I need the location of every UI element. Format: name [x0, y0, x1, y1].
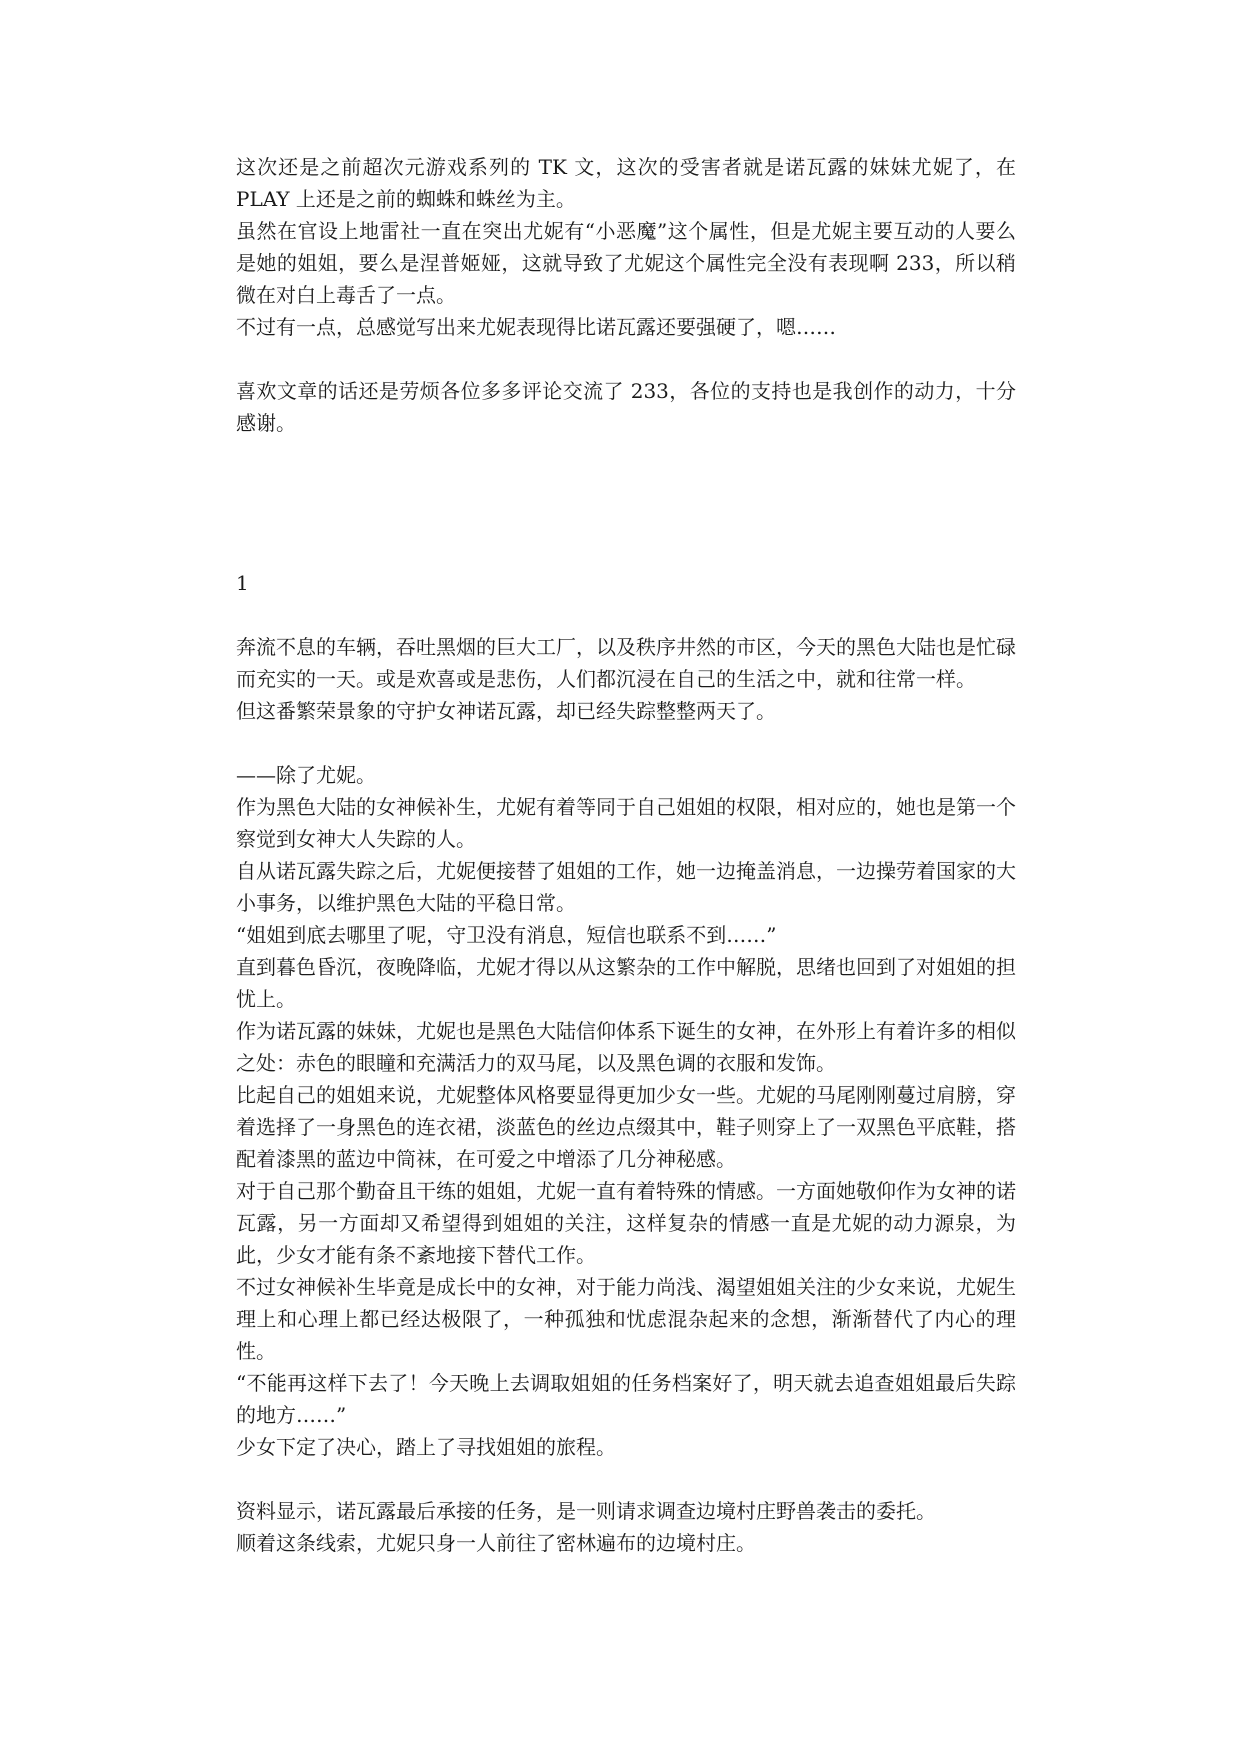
chapter-paragraph: “不能再这样下去了！今天晚上去调取姐姐的任务档案好了，明天就去追查姐姐最后失踪的地方……” [236, 1371, 1016, 1427]
chapter-paragraph: 比起自己的姐姐来说，尤妮整体风格要显得更加少女一些。尤妮的马尾刚刚蔓过肩膀，穿着选择了一身黑色的连衣裙，淡蓝色的丝边点缀其中，鞋子则穿上了一双黑色平底鞋，搭配着漆黑的蓝边中筒袜，在可爱之中增添了几分神秘感。 [236, 1083, 1016, 1171]
chapter-paragraph: “姐姐到底去哪里了呢，守卫没有消息，短信也联系不到……” [236, 923, 777, 947]
chapter-paragraph: 对于自己那个勤奋且干练的姐姐，尤妮一直有着特殊的情感。一方面她敬仰作为女神的诺瓦露，另一方面却又希望得到姐姐的关注，这样复杂的情感一直是尤妮的动力源泉，为此，少女才能有条不紊地接下替代工作。 [236, 1179, 1016, 1267]
blank-line [236, 1463, 1016, 1495]
chapter-paragraph: 但这番繁荣景象的守护女神诺瓦露，却已经失踪整整两天了。 [236, 699, 776, 723]
preface-paragraph: 喜欢文章的话还是劳烦各位多多评论交流了 233，各位的支持也是我创作的动力，十分感谢。 [236, 379, 1016, 435]
chapter-number: 1 [236, 571, 249, 595]
blank-line [236, 727, 1016, 759]
blank-line [236, 343, 1016, 375]
chapter-paragraph: 作为黑色大陆的女神候补生，尤妮有着等同于自己姐姐的权限，相对应的，她也是第一个察觉到女神大人失踪的人。 [236, 795, 1016, 851]
chapter-paragraph: ——除了尤妮。 [236, 763, 376, 787]
chapter-paragraph: 奔流不息的车辆，吞吐黑烟的巨大工厂，以及秩序井然的市区，今天的黑色大陆也是忙碌而充实的一天。或是欢喜或是悲伤，人们都沉浸在自己的生活之中，就和往常一样。 [236, 635, 1016, 691]
section-spacer [236, 439, 1016, 567]
blank-line [236, 599, 1016, 631]
chapter-paragraph: 作为诺瓦露的妹妹，尤妮也是黑色大陆信仰体系下诞生的女神，在外形上有着许多的相似之处：赤色的眼瞳和充满活力的双马尾，以及黑色调的衣服和发饰。 [236, 1019, 1016, 1075]
chapter-paragraph: 直到暮色昏沉，夜晚降临，尤妮才得以从这繁杂的工作中解脱，思绪也回到了对姐姐的担忧上。 [236, 955, 1016, 1011]
preface-paragraph: 这次还是之前超次元游戏系列的 TK 文，这次的受害者就是诺瓦露的妹妹尤妮了，在 PLAY 上还是之前的蜘蛛和蛛丝为主。 [236, 155, 1016, 211]
document-body [236, 151, 1016, 1559]
chapter-paragraph: 顺着这条线索，尤妮只身一人前往了密林遍布的边境村庄。 [236, 1531, 756, 1555]
chapter-paragraph: 少女下定了决心，踏上了寻找姐姐的旅程。 [236, 1435, 616, 1459]
chapter-paragraph: 资料显示，诺瓦露最后承接的任务，是一则请求调查边境村庄野兽袭击的委托。 [236, 1499, 936, 1523]
preface-paragraph: 不过有一点，总感觉写出来尤妮表现得比诺瓦露还要强硬了，嗯…… [236, 315, 836, 339]
chapter-paragraph: 不过女神候补生毕竟是成长中的女神，对于能力尚浅、渴望姐姐关注的少女来说，尤妮生理上和心理上都已经达极限了，一种孤独和忧虑混杂起来的念想，渐渐替代了内心的理性。 [236, 1275, 1016, 1363]
chapter-paragraph: 自从诺瓦露失踪之后，尤妮便接替了姐姐的工作，她一边掩盖消息，一边操劳着国家的大小事务，以维护黑色大陆的平稳日常。 [236, 859, 1016, 915]
preface-paragraph: 虽然在官设上地雷社一直在突出尤妮有“小恶魔”这个属性，但是尤妮主要互动的人要么是她的姐姐，要么是涅普姬娅，这就导致了尤妮这个属性完全没有表现啊 233，所以稍微在对白上毒舌了一点。 [236, 219, 1016, 307]
